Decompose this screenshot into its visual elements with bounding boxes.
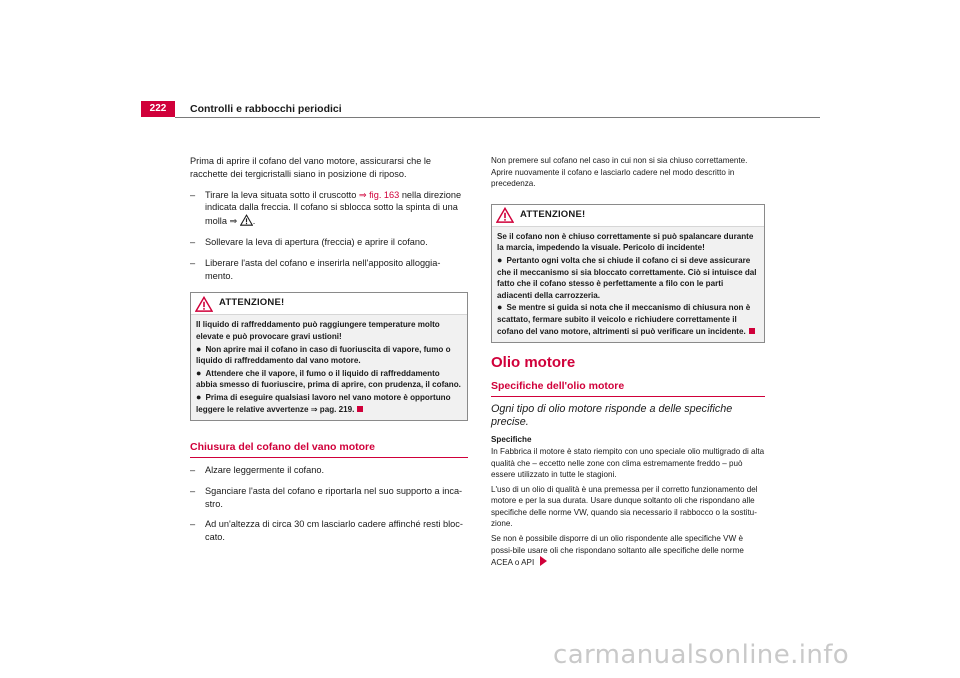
warning-item-text: Attendere che il vapore, il fumo o il liquido di raffreddamento abbia smesso di fuoriuscire, prima di aprire, con prudenza, il cofano. <box>196 368 461 390</box>
warning-triangle-icon <box>496 207 514 223</box>
warning-item <box>196 392 462 415</box>
warning-item <box>497 255 759 301</box>
page-number: 222 <box>141 101 175 117</box>
step-dash: – <box>190 257 196 268</box>
step-text: nella direzione indicata dalla freccia. Il cofano si sblocca sotto la spinta di una molla ⇒ <box>205 189 462 227</box>
bullet-icon: ● <box>196 391 202 402</box>
warning-label: ATTENZIONE! <box>219 297 285 309</box>
warning-box-body <box>492 227 764 342</box>
step-raise-hood <box>190 464 468 477</box>
warning-item-text: Se mentre si guida si nota che il meccanismo di chiusura non è scattato, fermare subito il veicolo e richiudere correttamente il cofano del vano motore, altrimenti si può verificare un incidente. <box>497 303 751 336</box>
body-paragraph: L'uso di un olio di qualità è una premessa per il corretto funzionamento del motore e per la sua durata. Usare dunque soltanto oli che rispondano alle specifiche delle norme VW, quando sia necessario il rabbocco o la sostitu-zione. <box>491 484 758 529</box>
warning-item <box>196 344 462 367</box>
right-column <box>491 155 765 572</box>
warning-label: ATTENZIONE! <box>520 208 586 220</box>
warning-item <box>196 368 462 391</box>
step-dash: – <box>190 464 196 475</box>
intro-paragraph: Non premere sul cofano nel caso in cui non si sia chiuso correttamente. Aprire nuovamente il cofano e lasciarlo cadere nel modo descritto in precedenza. <box>491 156 748 189</box>
bullet-icon: ● <box>497 302 503 313</box>
header-rule <box>175 117 820 118</box>
step-dash: – <box>190 485 196 496</box>
warning-item-text: Prima di eseguire qualsiasi lavoro nel vano motore è opportuno leggere le relative avvertenze ⇒ pag. 219. <box>196 392 451 414</box>
warning-box-header <box>492 205 764 227</box>
warning-triangle-icon <box>240 214 253 226</box>
end-square-icon <box>749 328 755 334</box>
warning-item <box>497 302 759 337</box>
step-pull-lever <box>190 189 468 228</box>
section-subtitle: Ogni tipo di olio motore risponde a delle specifiche precise. <box>491 402 733 428</box>
figure-reference-link[interactable]: ⇒ fig. 163 <box>358 189 400 200</box>
warning-intro: Se il cofano non è chiuso correttamente si può spalancare durante la marcia, impedendo la visuale. Pericolo di incidente! <box>497 231 754 253</box>
warning-item-text: Non aprire mai il cofano in caso di fuoriuscita di vapore, fumo o liquido di raffreddamento dal vano motore. <box>196 344 451 366</box>
warning-box-body <box>191 315 467 420</box>
bullet-icon: ● <box>497 254 503 265</box>
step-text: . <box>252 216 256 227</box>
step-drop-hood <box>190 518 468 544</box>
warning-intro: Il liquido di raffreddamento può raggiungere temperature molto elevate e può provocare gravi ustioni! <box>196 320 440 341</box>
left-column <box>190 155 468 552</box>
warning-triangle-icon <box>195 296 213 312</box>
watermark: carmanualsonline.info <box>553 640 850 670</box>
end-square-icon <box>357 406 363 412</box>
bullet-icon: ● <box>196 367 202 378</box>
section-heading-oil-specs: Specifiche dell'olio motore <box>491 380 765 397</box>
section-heading-hood-closing: Chiusura del cofano del vano motore <box>190 441 468 458</box>
warning-box-header <box>191 293 467 315</box>
step-text: Sganciare l'asta del cofano e riportarla nel suo supporto a inca-stro. <box>205 485 463 509</box>
step-text: Alzare leggermente il cofano. <box>205 464 324 475</box>
continue-arrow-icon <box>540 556 547 566</box>
body-paragraph-text: Se non è possibile disporre di un olio rispondente alle specifiche VW è possi-bile usare oli che rispondano soltanto alle specifiche delle norme ACEA o API <box>491 534 744 568</box>
step-text: Tirare la leva situata sotto il cruscotto <box>205 189 359 200</box>
body-paragraph: In Fabbrica il motore è stato riempito con uno speciale olio multigrado di alta qualità che – eccetto nelle zone con clima estremamente freddo – può essere utilizzato in tutte le stagioni. <box>491 446 765 480</box>
step-text: Liberare l'asta del cofano e inserirla nell'apposito alloggia-mento. <box>205 257 441 281</box>
warning-item-text: Pertanto ogni volta che si chiude il cofano ci si deve assicurare che il meccanismo si sia bloccato correttamente. Ciò si intuisce dal fatto che il cofano stesso è perfettamente a filo con le parti adiacenti della carrozzeria. <box>497 255 757 300</box>
step-insert-rod <box>190 257 468 283</box>
intro-paragraph: Prima di aprire il cofano del vano motore, assicurarsi che le racchette dei tergicristalli siano in posizione di riposo. <box>190 156 432 179</box>
body-paragraph <box>491 533 765 569</box>
running-title: Controlli e rabbocchi periodici <box>190 103 342 115</box>
step-dash: – <box>190 519 196 530</box>
step-unhook-rod <box>190 485 468 511</box>
step-text: Ad un'altezza di circa 30 cm lasciarlo cadere affinché resti bloc-cato. <box>205 519 463 543</box>
warning-box <box>491 204 765 343</box>
bullet-icon: ● <box>196 343 202 354</box>
chapter-title: Olio motore <box>491 354 576 372</box>
spec-label: Specifiche <box>491 435 532 445</box>
warning-box <box>190 292 468 421</box>
step-dash: – <box>190 189 196 200</box>
step-text: Sollevare la leva di apertura (freccia) e aprire il cofano. <box>205 236 428 247</box>
step-dash: – <box>190 236 196 247</box>
step-lift-lever <box>190 236 468 249</box>
